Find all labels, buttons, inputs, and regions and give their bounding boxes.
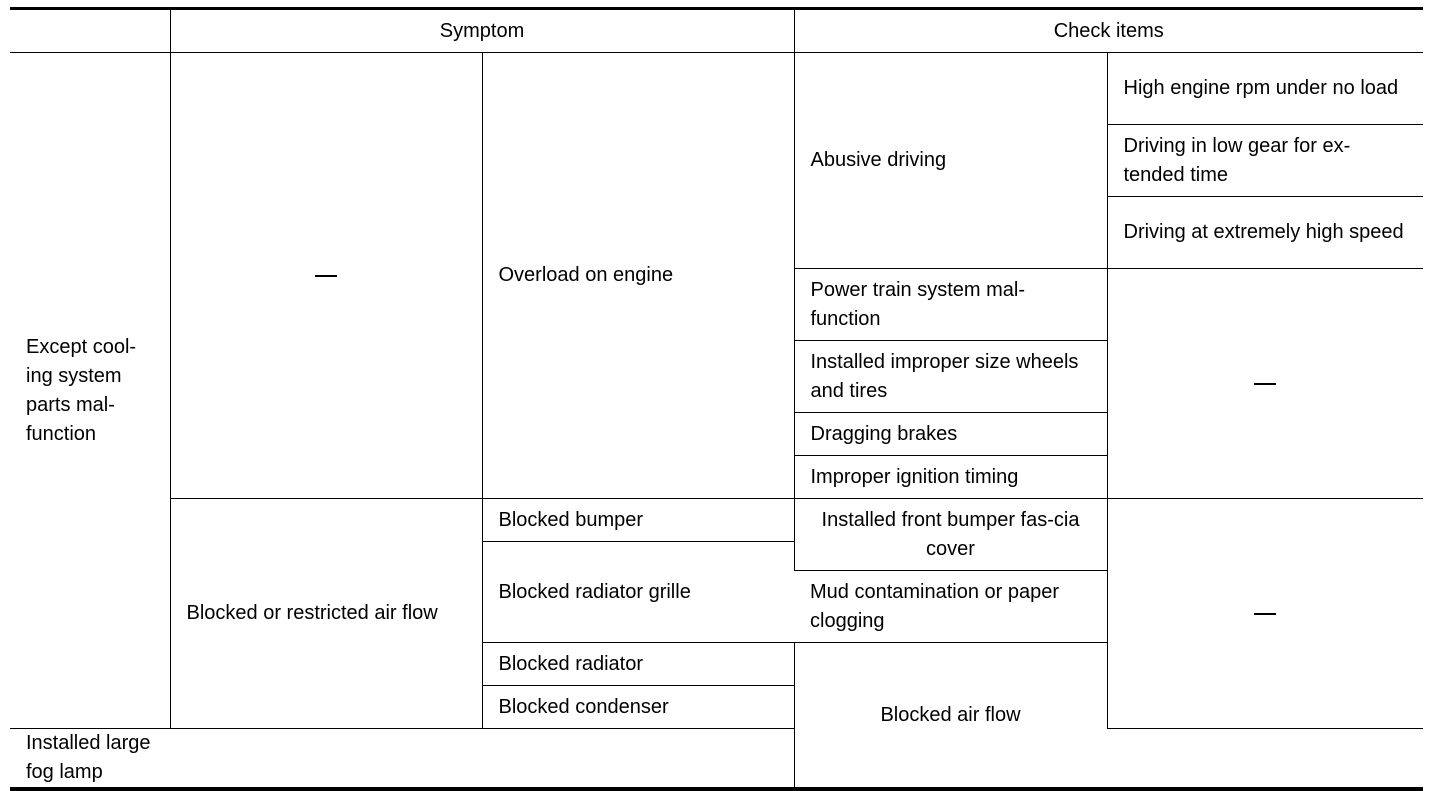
header-symptom: Symptom: [170, 9, 794, 53]
dash-mark: [315, 275, 337, 277]
cooling-system-check-table: [10, 7, 1423, 791]
table-row: [10, 729, 1423, 790]
table-row: [10, 499, 1423, 542]
airflow-check-1: Installed front bumper fas-cia cover: [794, 499, 1107, 571]
overload-check-2: Installed improper size wheels and tires: [794, 341, 1107, 413]
category-cell: [10, 53, 170, 729]
abusive-driving-cell: Abusive driving: [794, 53, 1107, 269]
airflow-symptom-2: Blocked radiator grille: [482, 542, 794, 643]
abusive-detail-3: Driving at extremely high speed: [1107, 197, 1423, 269]
overload-check-4: Improper ignition timing: [794, 456, 1107, 499]
airflow-symptom-1: Blocked bumper: [482, 499, 794, 542]
overload-check-detail-cell: [1107, 269, 1423, 499]
overload-check-3: Dragging brakes: [794, 413, 1107, 456]
overload-symptom-cell: Overload on engine: [482, 53, 794, 499]
table-row: [10, 53, 1423, 125]
table-header-row: [10, 9, 1423, 53]
airflow-check-3: Blocked air flow: [794, 643, 1107, 790]
airflow-check-2: Mud contamination or paper clogging: [794, 571, 1107, 643]
header-check-items: Check items: [794, 9, 1423, 53]
header-empty-cell: [10, 9, 170, 53]
airflow-symptom-5: Installed large fog lamp: [10, 729, 170, 790]
dash-mark: [1254, 613, 1276, 615]
airflow-symptom-3: Blocked radiator: [482, 643, 794, 686]
airflow-sub-symptom-cell: Blocked or restricted air flow: [170, 499, 482, 729]
overload-sub-symptom-cell: [170, 53, 482, 499]
abusive-detail-2: Driving in low gear for ex-tended time: [1107, 125, 1423, 197]
category-text: Except cool-ing system parts mal-function: [26, 335, 137, 445]
airflow-check-detail-cell: [1107, 499, 1423, 729]
overload-check-1: Power train system mal-function: [794, 269, 1107, 341]
dash-mark: [1254, 383, 1276, 385]
abusive-detail-1: High engine rpm under no load: [1107, 53, 1423, 125]
airflow-symptom-4: Blocked condenser: [482, 686, 794, 729]
